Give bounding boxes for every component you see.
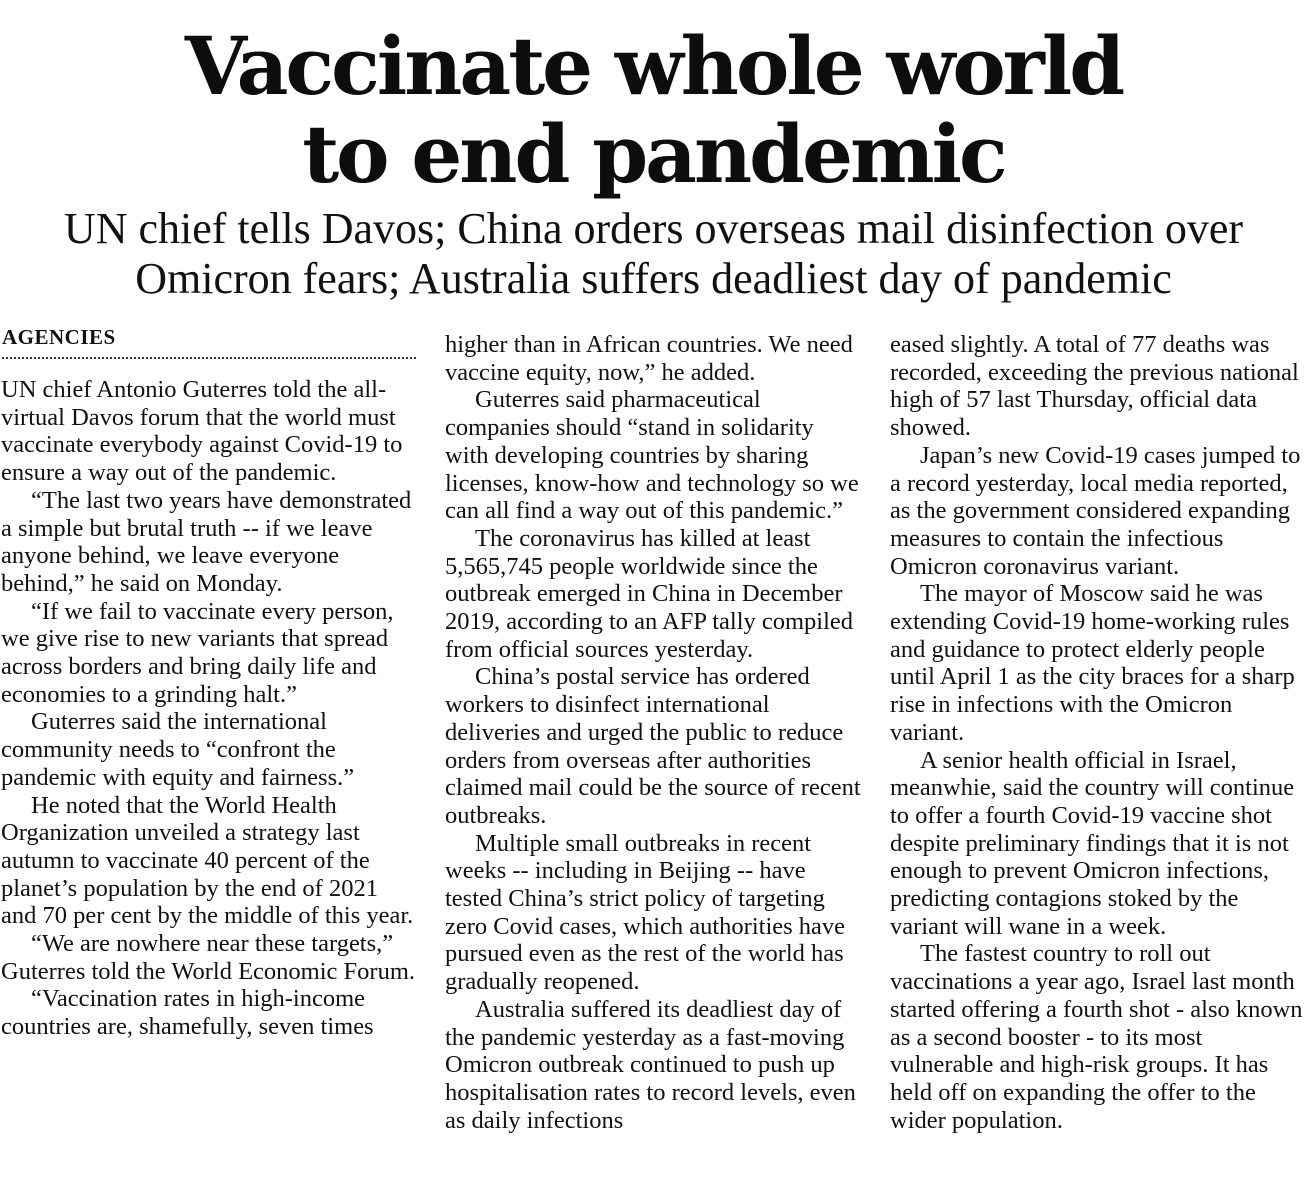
- article-paragraph: Guterres said pharmaceutical companies should “stand in solidarity with developing countries by sharing licenses, know-how and technology so we can all find a way out of this pandemic.”: [445, 386, 859, 525]
- article-paragraph: “The last two years have demonstrated a simple but brutal truth -- if we leave anyone behind, we leave everyone behind,” he said on Monday.: [1, 486, 412, 597]
- article-column-3: [890, 331, 1304, 1134]
- article-column-2: [445, 331, 863, 1134]
- article-paragraph: He noted that the World Health Organization unveiled a strategy last autumn to vaccinate 40 percent of the planet’s population by the end of 2021 and 70 per cent by the middle of this year.: [1, 791, 414, 930]
- headline-line-2: to end pandemic: [302, 107, 1005, 201]
- article-paragraph: Guterres said the international community needs to “confront the pandemic with equity and fairness.”: [1, 708, 355, 791]
- article-paragraph: China’s postal service has ordered workers to disinfect international deliveries and urged the public to reduce orders from overseas after authorities claimed mail could be the source of recent outbreaks.: [445, 663, 861, 829]
- headline-line-1: Vaccinate whole world: [184, 19, 1123, 113]
- article-paragraph: A senior health official in Israel, meanwhie, said the country will continue to offer a fourth Covid-19 vaccine shot despite preliminary findings that it is not enough to prevent Omicron infections, predicting contagions stoked by the variant will wane in a week.: [890, 746, 1295, 940]
- article-paragraph: “Vaccination rates in high-income countries are, shamefully, seven times: [1, 985, 374, 1041]
- article-paragraph: Multiple small outbreaks in recent weeks -- including in Beijing -- have tested China’s strict policy of targeting zero Covid cases, which authorities have pursued even as the rest of the world has gradually reopened.: [445, 829, 846, 996]
- article-paragraph: Australia suffered its deadliest day of the pandemic yesterday as a fast-moving Omicron outbreak continued to push up hospitalisation rates to record levels, even as daily infections: [445, 995, 856, 1134]
- article-paragraph: eased slightly. A total of 77 deaths was recorded, exceeding the previous national high of 57 last Thursday, official data showed.: [890, 331, 1299, 442]
- subheadline-line-2: Omicron fears; Australia suffers deadliest day of pandemic: [135, 254, 1172, 303]
- article-column-1: [1, 376, 419, 1041]
- headline: [0, 19, 1307, 201]
- article-paragraph: “We are nowhere near these targets,” Guterres told the World Economic Forum.: [1, 930, 415, 985]
- article-paragraph: higher than in African countries. We need vaccine equity, now,” he added.: [445, 331, 853, 386]
- byline: AGENCIES: [2, 324, 416, 359]
- article-paragraph: The coronavirus has killed at least 5,565,745 people worldwide since the outbreak emerged in China in December 2019, according to an AFP tally compiled from official sources yesterday.: [445, 524, 854, 663]
- subheadline-line-1: UN chief tells Davos; China orders overseas mail disinfection over: [63, 204, 1244, 253]
- article-paragraph: UN chief Antonio Guterres told the all-virtual Davos forum that the world must vaccinate everybody against Covid-19 to ensure a way out of the pandemic.: [1, 376, 403, 487]
- article-paragraph: The mayor of Moscow said he was extending Covid-19 home-working rules and guidance to protect elderly people until April 1 as the city braces for a sharp rise in infections with the Omicron variant.: [890, 580, 1295, 746]
- article-paragraph: Japan’s new Covid-19 cases jumped to a record yesterday, local media reported, as the government considered expanding measures to contain the infectious Omicron coronavirus variant.: [890, 441, 1301, 580]
- article-paragraph: “If we fail to vaccinate every person, we give rise to new variants that spread across borders and bring daily life and economies to a grinding halt.”: [1, 597, 394, 708]
- subheadline: [0, 204, 1307, 304]
- article-paragraph: The fastest country to roll out vaccinations a year ago, Israel last month started offering a fourth shot - also known as a second booster - to its most vulnerable and high-risk groups. It has held off on expanding the offer to the wider population.: [890, 940, 1303, 1134]
